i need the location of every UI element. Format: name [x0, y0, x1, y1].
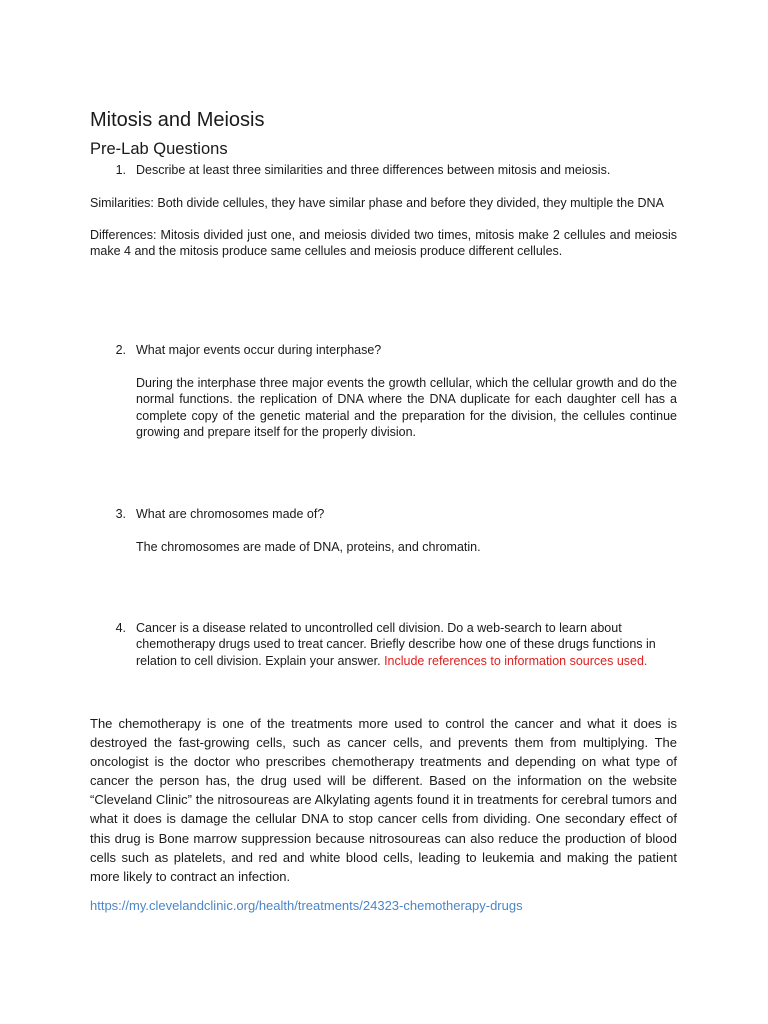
question-4-number: 4.	[115, 621, 126, 635]
question-2-text: What major events occur during interphase?	[136, 343, 382, 357]
q1-similarities: Similarities: Both divide cellules, they have similar phase and before they divided, they multiple the DNA	[90, 196, 664, 210]
question-4-highlight: Include references to information sources used.	[384, 653, 648, 668]
document-title: Mitosis and Meiosis	[90, 109, 265, 131]
question-2-answer: During the interphase three major events the growth cellular, which the cellular growth and do the normal functions. the replication of DNA where the DNA duplicate for each daughter cell has a complete copy of the genetic material and the preparation for the division, the cellules continue growing and prepare itself for the properly division.	[136, 376, 677, 439]
question-4-prompt: Cancer is a disease related to uncontrolled cell division. Do a web-search to learn about chemotherapy drugs used to treat cancer. Briefly describe how one of these drugs functions in relation to cell division. Explain your answer.	[136, 621, 656, 668]
question-3-number: 3.	[115, 507, 126, 521]
question-1-text: Describe at least three similarities and three differences between mitosis and meiosis.	[136, 163, 611, 177]
question-4-text	[136, 620, 677, 669]
question-1-number: 1.	[115, 163, 126, 177]
question-2-number: 2.	[115, 343, 126, 357]
q1-differences: Differences: Mitosis divided just one, and meiosis divided two times, mitosis make 2 cellules and meiosis make 4 and the mitosis produce same cellules and meiosis produce different cellules.	[90, 228, 677, 259]
question-3-answer: The chromosomes are made of DNA, proteins, and chromatin.	[136, 540, 481, 554]
reference-link[interactable]: https://my.clevelandclinic.org/health/treatments/24323-chemotherapy-drugs	[90, 898, 523, 913]
section-subtitle: Pre-Lab Questions	[90, 140, 228, 158]
question-3-text: What are chromosomes made of?	[136, 507, 325, 521]
question-4-answer: The chemotherapy is one of the treatments more used to control the cancer and what it does is destroyed the fast-growing cells, such as cancer cells, and prevents them from multiplying. The oncologist is the doctor who prescribes chemotherapy treatments and depending on what type of cancer the person has, the drug used will be different. Based on the information on the website “Cleveland Clinic” the nitrosoureas are Alkylating agents found it in treatments for cerebral tumors and what it does is damage the cellular DNA to stop cancer cells from dividing. One secondary effect of this drug is Bone marrow suppression because nitrosoureas can also reduce the production of blood cells such as platelets, and red and white blood cells, leading to leukemia and making the patient more likely to contract an infection.	[90, 716, 677, 884]
